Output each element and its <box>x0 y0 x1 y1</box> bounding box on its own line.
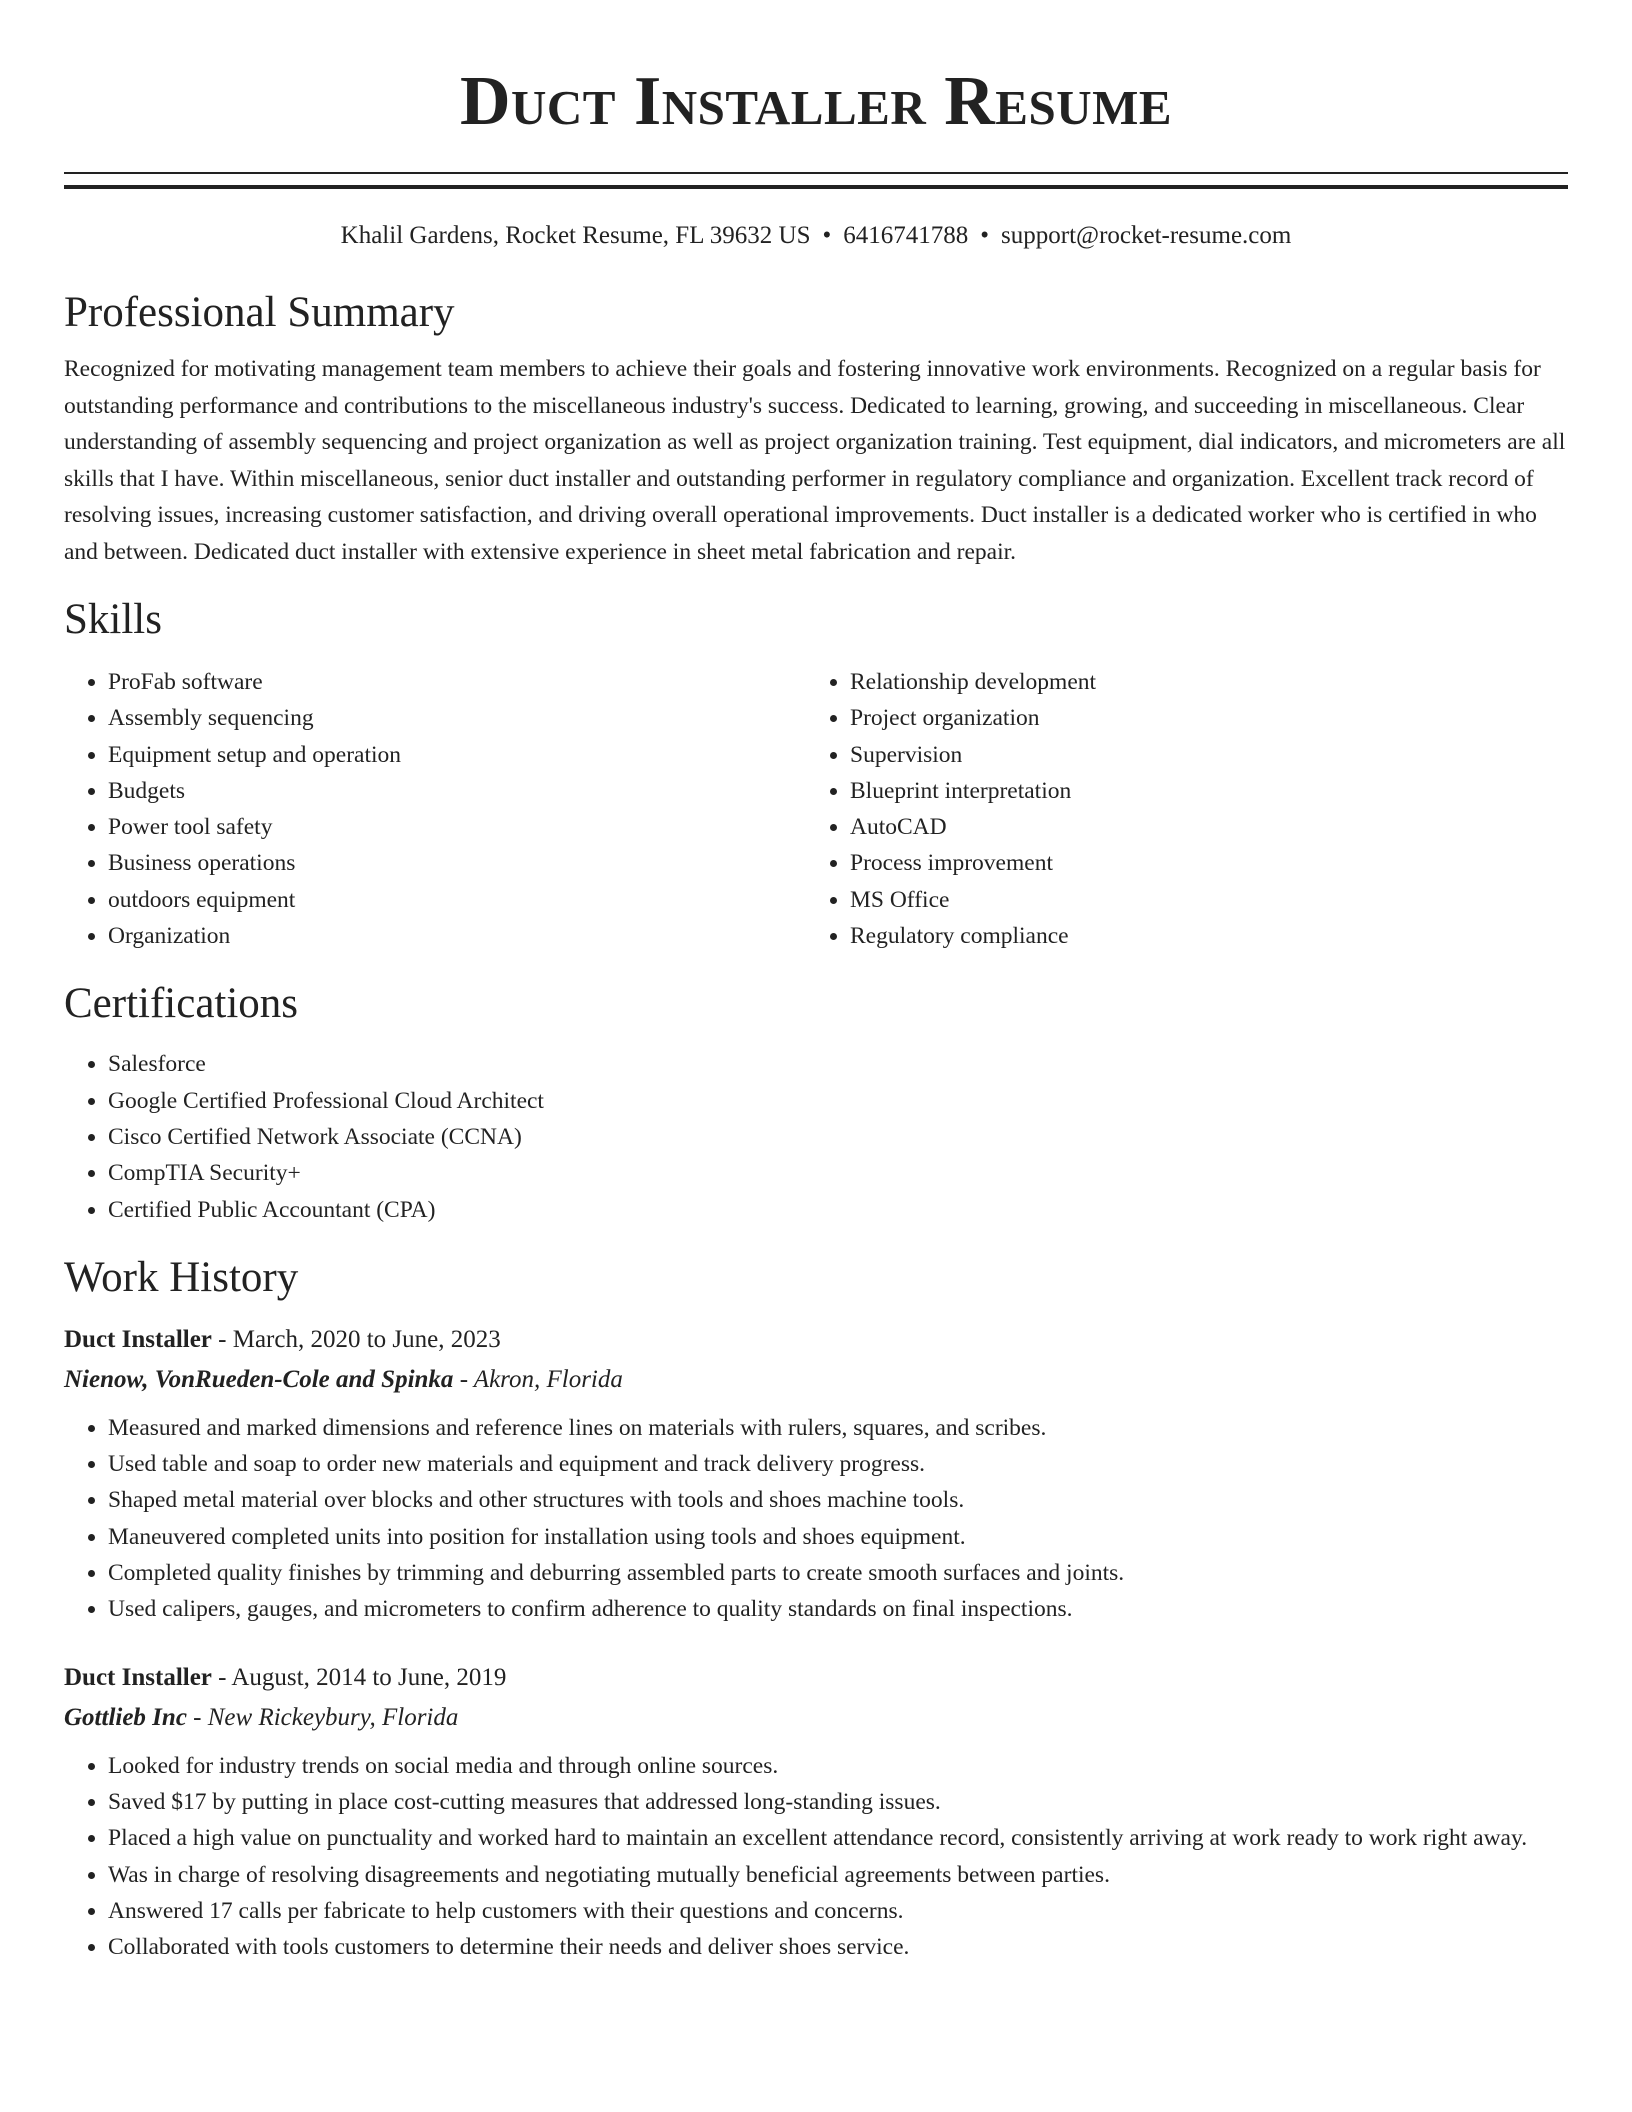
certifications-list <box>64 1046 1568 1227</box>
job-title-line <box>64 1320 1568 1360</box>
resume-title: Duct Installer Resume <box>459 63 1173 140</box>
skill-item: • Supervision <box>850 737 1548 773</box>
job-company: Gottlieb Inc <box>64 1703 187 1731</box>
summary-text: Recognized for motivating management team members to achieve their goals and fostering innovative work environments. Recognized on a regular basis for outstanding performance and contributions to the miscellaneous industry's success. Dedicated to learning, growing, and succeeding in miscellaneous. Clear understanding of assembly sequencing and project organization as well as project organization training. Test equipment, dial indicators, and micrometers are all skills that I have. Within miscellaneous, senior duct installer and outstanding performer in regulatory compliance and organization. Excellent track record of resolving issues, increasing customer satisfaction, and driving overall operational improvements. Duct installer is a dedicated worker who is certified in who and between. Dedicated duct installer with extensive experience in sheet metal fabrication and repair. <box>64 356 1566 565</box>
job-duty-item: • Was in charge of resolving disagreements and negotiating mutually beneficial agreements between parties. <box>108 1857 1568 1893</box>
contact-separator: • <box>822 222 832 249</box>
skill-item: • Assembly sequencing <box>108 700 806 736</box>
job-company: Nienow, VonRueden-Cole and Spinka <box>64 1365 454 1393</box>
job-title: Duct Installer <box>64 1663 212 1691</box>
job-title: Duct Installer <box>64 1325 212 1353</box>
job-location: - New Rickeybury, Florida <box>186 1703 459 1731</box>
job-duty-item: • Maneuvered completed units into position for installation using tools and shoes equipment. <box>108 1519 1568 1555</box>
job-company-line <box>64 1698 1568 1738</box>
job-duty-item: • Completed quality finishes by trimming and deburring assembled parts to create smooth surfaces and joints. <box>108 1555 1568 1591</box>
job-dates: - March, 2020 to June, 2023 <box>211 1325 501 1353</box>
job-duty-item: • Shaped metal material over blocks and other structures with tools and shoes machine tools. <box>108 1482 1568 1518</box>
skills-list-right <box>806 664 1548 954</box>
job-duties-list <box>64 1410 1568 1628</box>
skill-item: • AutoCAD <box>850 809 1548 845</box>
certification-item: • Certified Public Accountant (CPA) <box>108 1192 1568 1228</box>
work-history-heading: Work History <box>64 1253 299 1301</box>
skills-columns <box>64 664 1568 954</box>
job-location: - Akron, Florida <box>453 1365 623 1393</box>
job-duty-item: • Placed a high value on punctuality and worked hard to maintain an excellent attendance record, consistently arriving at work ready to work right away. <box>108 1820 1568 1856</box>
skill-item: • Blueprint interpretation <box>850 773 1548 809</box>
skill-item: • Relationship development <box>850 664 1548 700</box>
job-title-line <box>64 1658 1568 1698</box>
job-duty-item: • Saved $17 by putting in place cost-cutting measures that addressed long-standing issues. <box>108 1784 1568 1820</box>
job-duty-item: • Collaborated with tools customers to determine their needs and deliver shoes service. <box>108 1929 1568 1965</box>
contact-email[interactable]: support@rocket-resume.com <box>1001 222 1292 249</box>
skill-item: • Business operations <box>108 845 806 881</box>
certification-item: • Salesforce <box>108 1046 1568 1082</box>
skills-list-left <box>64 664 806 954</box>
contact-phone[interactable]: 6416741788 <box>843 222 969 249</box>
summary-heading: Professional Summary <box>64 289 455 336</box>
skill-item: • Organization <box>108 918 806 954</box>
skill-item: • outdoors equipment <box>108 882 806 918</box>
skills-column-left <box>64 664 806 954</box>
job-duty-item: • Looked for industry trends on social media and through online sources. <box>108 1748 1568 1784</box>
contact-line <box>64 219 1568 253</box>
skill-item: • Budgets <box>108 773 806 809</box>
title-double-rule <box>64 172 1568 189</box>
certification-item: • Google Certified Professional Cloud Architect <box>108 1083 1568 1119</box>
contact-address: Khalil Gardens, Rocket Resume, FL 39632 US <box>340 222 811 249</box>
contact-separator: • <box>980 222 990 249</box>
job-duty-item: • Used calipers, gauges, and micrometers to confirm adherence to quality standards on final inspections. <box>108 1591 1568 1627</box>
skills-column-right <box>806 664 1548 954</box>
job-duty-item: • Measured and marked dimensions and reference lines on materials with rulers, squares, and scribes. <box>108 1410 1568 1446</box>
job-duty-item: • Answered 17 calls per fabricate to help customers with their questions and concerns. <box>108 1893 1568 1929</box>
skill-item: • Process improvement <box>850 845 1548 881</box>
job-company-line <box>64 1360 1568 1400</box>
skill-item: • MS Office <box>850 882 1548 918</box>
certification-item: • CompTIA Security+ <box>108 1155 1568 1191</box>
certification-item: • Cisco Certified Network Associate (CCNA) <box>108 1119 1568 1155</box>
skill-item: • Power tool safety <box>108 809 806 845</box>
skills-heading: Skills <box>64 596 162 643</box>
skill-item: • Regulatory compliance <box>850 918 1548 954</box>
job-entry <box>64 1320 1568 1628</box>
skill-item: • Equipment setup and operation <box>108 737 806 773</box>
skill-item: • Project organization <box>850 700 1548 736</box>
job-duties-list <box>64 1748 1568 1966</box>
job-dates: - August, 2014 to June, 2019 <box>211 1663 507 1691</box>
skill-item: • ProFab software <box>108 664 806 700</box>
job-entry <box>64 1658 1568 1966</box>
certifications-heading: Certifications <box>64 980 299 1028</box>
job-duty-item: • Used table and soap to order new materials and equipment and track delivery progress. <box>108 1446 1568 1482</box>
